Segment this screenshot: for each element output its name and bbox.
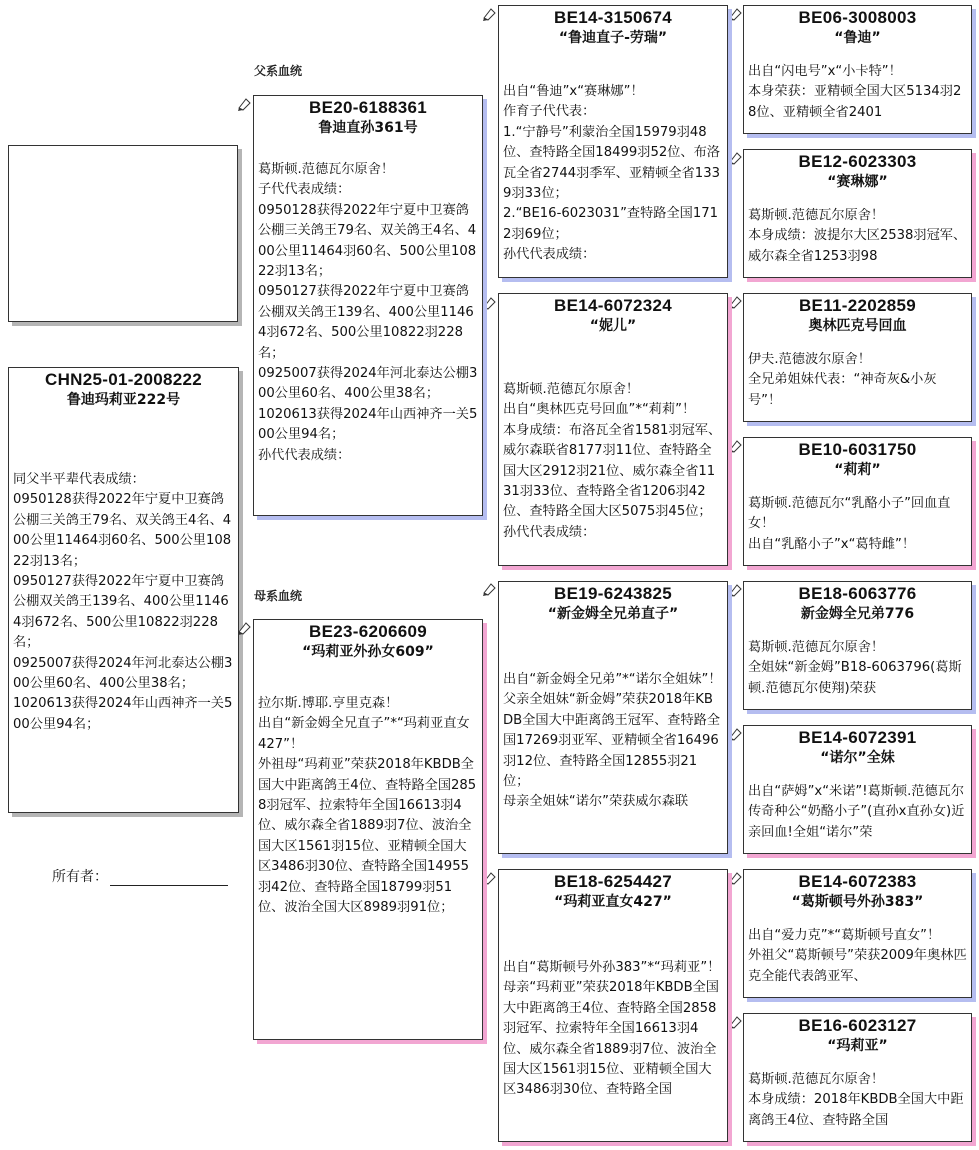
sire-sire-dam-name: “赛琳娜” bbox=[827, 174, 888, 190]
edit-pencil-icon[interactable] bbox=[482, 295, 498, 311]
sire-dam-name: “妮儿” bbox=[589, 318, 637, 334]
sire-dam-sire-card bbox=[743, 293, 972, 422]
dam-card bbox=[253, 619, 483, 1040]
subject-description: 同父半平辈代表成绩： 0950128获得2022年宁夏中卫赛鸽公棚三关鸽王79名、双关鸽王4名、400公里11464羽60名、500公里10822羽13名； 0950127获得2022年宁夏中卫赛鸽公棚双关鸽王139名、400公里11464羽672名、500公里10822羽228名； 0925007获得2024年河北泰达公棚300公里60名、400公里38名； 1020613获得2024年山西神齐一关500公里94名； bbox=[13, 472, 233, 732]
dam-sire-dam-card bbox=[743, 725, 972, 854]
owner-label: 所有者： bbox=[52, 869, 108, 885]
subject-name: 鲁迪玛莉亚222号 bbox=[66, 392, 181, 408]
dam-description: 拉尔斯.博耶.亨里克森！ 出自“新金姆全兄直子”*“玛莉亚直女427”！ 外祖母“玛莉亚”荣获2018年KBDB全国大中距离鸽王4位、查特路全国2858羽冠军、拉索特年全国16613羽4位、威尔森全省1889羽7位、波治全国大区1561羽15位、亚精顿全国大区3486羽30位、查特路全国14955羽42位、查特路全国18799羽51位、波治全国大区8989羽91位； bbox=[258, 696, 477, 916]
sire-dam-sire-name: 奥林匹克号回血 bbox=[808, 318, 907, 334]
dam-dam-name: “玛莉亚直女427” bbox=[554, 894, 672, 910]
dam-dam-ring-number: BE18-6254427 bbox=[554, 872, 672, 891]
dam-sire-description: 出自“新金姆全兄弟”*“诺尔全姐妹”！ 父亲全姐妹“新金姆”荣获2018年KBDB全国大中距离鸽王冠军、查特路全国17269羽亚军、亚精顿全省16496羽12位、查特路全国12855羽21位； 母亲全姐妹“诺尔”荣获威尔森联 bbox=[503, 672, 722, 810]
edit-pencil-icon[interactable] bbox=[728, 294, 744, 310]
sire-dam-sire-ring-number: BE11-2202859 bbox=[798, 296, 917, 315]
dam-dam-sire-card bbox=[743, 869, 972, 998]
dam-sire-dam-ring-number: BE14-6072391 bbox=[798, 728, 917, 747]
dam-sire-sire-description: 葛斯顿.范德瓦尔原舍！ 全姐妹“新金姆”B18-6063796(葛斯顿.范德瓦尔使翔)荣获 bbox=[748, 640, 962, 696]
dam-dam-dam-ring-number: BE16-6023127 bbox=[798, 1016, 917, 1035]
dam-dam-dam-description: 葛斯顿.范德瓦尔原舍！ 本身成绩：2018年KBDB全国大中距离鸽王4位、查特路全国 bbox=[748, 1072, 964, 1128]
pigeon-photo-frame bbox=[8, 145, 238, 322]
subject-ring-number: CHN25-01-2008222 bbox=[45, 370, 202, 389]
sire-dam-dam-description: 葛斯顿.范德瓦尔“乳酪小子”回血直女！ 出自“乳酪小子”x“葛特雌”！ bbox=[748, 496, 951, 552]
sire-sire-dam-ring-number: BE12-6023303 bbox=[798, 152, 917, 171]
sire-sire-sire-description: 出自“闪电号”x“小卡特”！ 本身荣获：亚精顿全国大区5134羽28位、亚精顿全省2401 bbox=[748, 64, 962, 120]
edit-pencil-icon[interactable] bbox=[728, 438, 744, 454]
owner-input-line[interactable] bbox=[110, 871, 228, 886]
dam-name: “玛莉亚外孙女609” bbox=[302, 644, 434, 660]
sire-dam-dam-name: “莉莉” bbox=[834, 462, 881, 478]
dam-sire-dam-description: 出自“萨姆”x“米诺”!葛斯顿.范德瓦尔传奇种公“奶酪小子”(直孙x直孙女)近亲回血!全姐“诺尔”荣 bbox=[748, 784, 965, 840]
edit-pencil-icon[interactable] bbox=[728, 1014, 744, 1030]
dam-sire-sire-card bbox=[743, 581, 972, 710]
sire-name: 鲁迪直孙361号 bbox=[318, 120, 418, 136]
sire-dam-sire-description: 伊夫.范德波尔原舍！ 全兄弟姐妹代表：“神奇灰&小灰号”！ bbox=[748, 352, 937, 408]
subject-card bbox=[8, 367, 239, 813]
dam-sire-dam-name: “诺尔”全妹 bbox=[820, 750, 895, 766]
dam-line-label: 母系血统 bbox=[254, 589, 303, 603]
sire-sire-dam-description: 葛斯顿.范德瓦尔原舍！ 本身成绩：波提尔大区2538羽冠军、威尔森全省1253羽98 bbox=[748, 208, 967, 264]
dam-dam-sire-ring-number: BE14-6072383 bbox=[798, 872, 917, 891]
edit-pencil-icon[interactable] bbox=[482, 581, 498, 597]
dam-sire-ring-number: BE19-6243825 bbox=[554, 584, 672, 603]
sire-ring-number: BE20-6188361 bbox=[309, 98, 427, 117]
dam-sire-card bbox=[498, 581, 728, 854]
dam-dam-sire-name: “葛斯顿号外孙383” bbox=[791, 894, 924, 910]
dam-dam-sire-description: 出自“爱力克”*“葛斯顿号直女”！ 外祖父“葛斯顿号”荣获2009年奥林匹克全能代表鸽亚军、 bbox=[748, 928, 967, 984]
edit-pencil-icon[interactable] bbox=[482, 870, 498, 886]
sire-sire-sire-ring-number: BE06-3008003 bbox=[798, 8, 917, 27]
dam-sire-sire-name: 新金姆全兄弟776 bbox=[800, 606, 915, 622]
edit-pencil-icon[interactable] bbox=[728, 582, 744, 598]
sire-dam-dam-card bbox=[743, 437, 972, 566]
dam-sire-name: “新金姆全兄弟直子” bbox=[547, 606, 679, 622]
sire-dam-description: 葛斯顿.范德瓦尔原舍！ 出自“奥林匹克号回血”*“莉莉”！ 本身成绩：布洛瓦全省1581羽冠军、威尔森联省8177羽11位、查特路全国大区2912羽21位、威尔森全省1131羽33位、查特路全省1206羽42位、查特路全国大区5075羽45位；孙代代表成绩： bbox=[503, 382, 722, 540]
edit-pencil-icon[interactable] bbox=[237, 620, 253, 636]
sire-sire-sire-name: “鲁迪” bbox=[834, 30, 881, 46]
edit-pencil-icon[interactable] bbox=[728, 150, 744, 166]
dam-dam-card bbox=[498, 869, 728, 1142]
edit-pencil-icon[interactable] bbox=[482, 6, 498, 22]
sire-dam-dam-ring-number: BE10-6031750 bbox=[798, 440, 917, 459]
sire-sire-name: “鲁迪直子-劳瑞” bbox=[558, 30, 668, 46]
sire-sire-description: 出自“鲁迪”x“赛琳娜”！ 作育子代代表： 1.“宁静号”利蒙治全国15979羽48位、查特路全国18499羽52位、布洛瓦全省2744羽季军、亚精顿全省1339羽33位； 2.“BE16-6023031”查特路全国1712羽69位； 孙代代表成绩： bbox=[503, 84, 720, 263]
dam-dam-dam-name: “玛莉亚” bbox=[827, 1038, 888, 1054]
edit-pencil-icon[interactable] bbox=[237, 96, 253, 112]
owner-field bbox=[52, 866, 228, 886]
sire-dam-card bbox=[498, 293, 728, 566]
dam-dam-description: 出自“葛斯顿号外孙383”*“玛莉亚”！ 母亲“玛莉亚”荣获2018年KBDB全国大中距离鸽王4位、查特路全国2858羽冠军、拉索特年全国16613羽4位、威尔森全省1889羽7位、波治全国大区1561羽15位、亚精顿全国大区3486羽30位、查特路全国 bbox=[503, 960, 721, 1098]
edit-pencil-icon[interactable] bbox=[728, 6, 744, 22]
sire-sire-dam-card bbox=[743, 149, 972, 278]
sire-dam-ring-number: BE14-6072324 bbox=[554, 296, 672, 315]
sire-sire-sire-card bbox=[743, 5, 972, 134]
sire-description: 葛斯顿.范德瓦尔原舍！ 子代代表成绩： 0950128获得2022年宁夏中卫赛鸽公棚三关鸽王79名、双关鸽王4名、400公里11464羽60名、500公里10822羽13名； 0950127获得2022年宁夏中卫赛鸽公棚双关鸽王139名、400公里11464羽672名、500公里10822羽228名； 0925007获得2024年河北泰达公棚300公里60名、400公里38名； 1020613获得2024年山西神齐一关500公里94名； 孙代代表成绩： bbox=[258, 162, 478, 463]
dam-sire-sire-ring-number: BE18-6063776 bbox=[798, 584, 917, 603]
sire-sire-ring-number: BE14-3150674 bbox=[554, 8, 672, 27]
dam-dam-dam-card bbox=[743, 1013, 972, 1142]
sire-card bbox=[253, 95, 483, 516]
sire-sire-card bbox=[498, 5, 728, 278]
edit-pencil-icon[interactable] bbox=[728, 726, 744, 742]
dam-ring-number: BE23-6206609 bbox=[309, 622, 427, 641]
edit-pencil-icon[interactable] bbox=[728, 870, 744, 886]
sire-line-label: 父系血统 bbox=[254, 64, 303, 78]
